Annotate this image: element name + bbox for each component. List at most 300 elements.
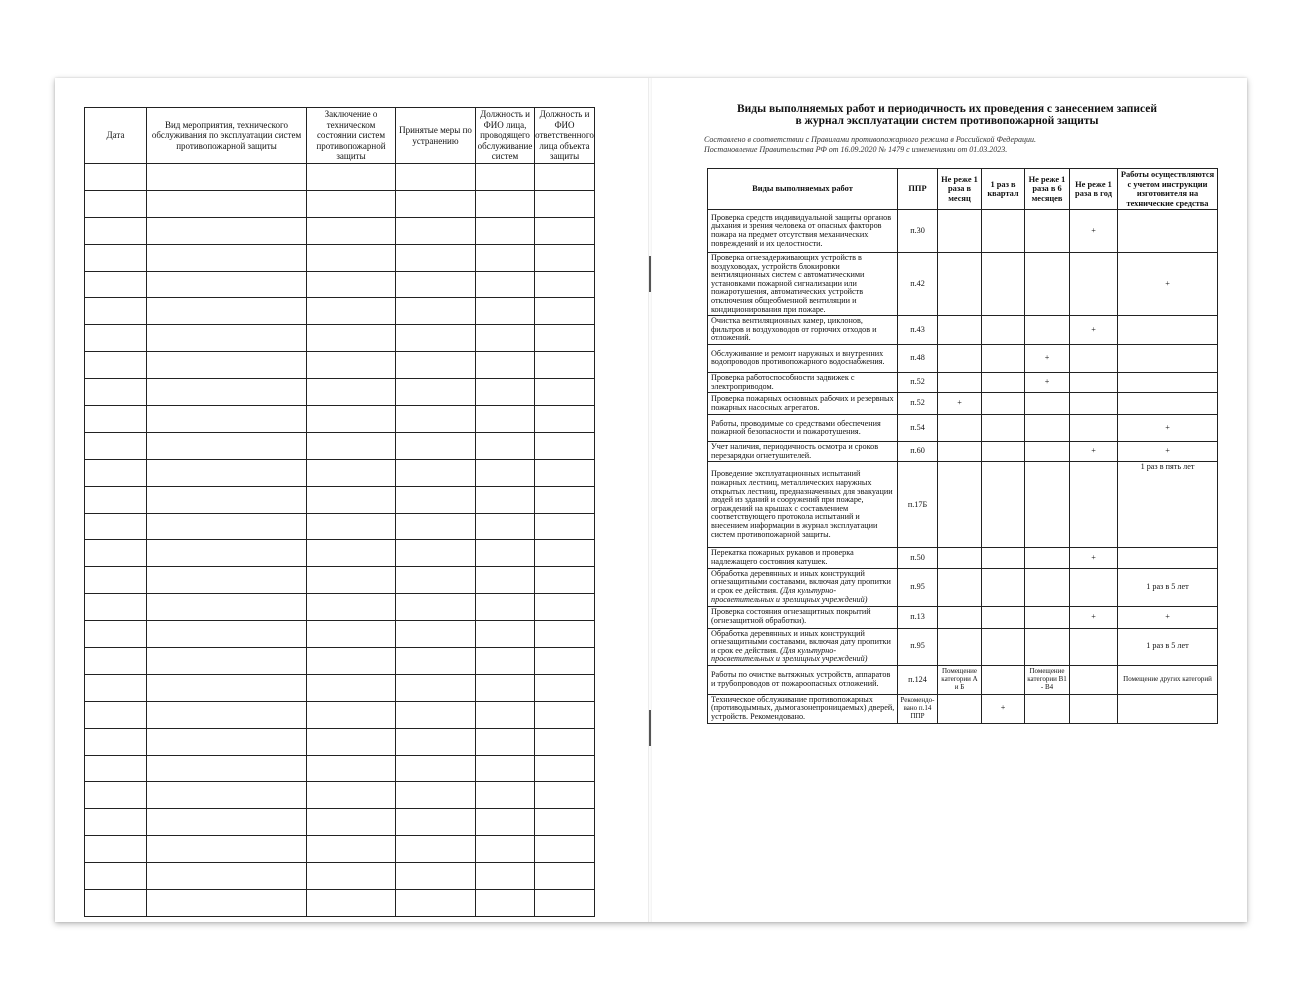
journal-cell xyxy=(396,190,476,217)
journal-cell xyxy=(147,540,307,567)
journal-row xyxy=(85,486,595,513)
journal-cell xyxy=(85,890,147,917)
ppr-cell: п.13 xyxy=(898,606,938,628)
ppr-cell: п.48 xyxy=(898,344,938,372)
journal-cell xyxy=(85,728,147,755)
journal-cell xyxy=(535,648,595,675)
journal-cell xyxy=(535,432,595,459)
journal-cell xyxy=(476,809,535,836)
semiannual-cell xyxy=(1025,462,1070,548)
journal-cell xyxy=(85,298,147,325)
journal-cell xyxy=(396,298,476,325)
col-servicing-person: Должность и ФИО лица, проводящего обслуживание систем xyxy=(476,108,535,164)
manufacturer-cell: 1 раз в пять лет xyxy=(1118,462,1218,548)
works-row xyxy=(708,694,1218,723)
work-description-text: Работы, проводимые со средствами обеспечения пожарной безопасности и пожаротушения. xyxy=(711,418,881,437)
semiannual-cell xyxy=(1025,316,1070,345)
ppr-cell: п.124 xyxy=(898,665,938,694)
work-description xyxy=(708,548,898,568)
journal-row xyxy=(85,379,595,406)
journal-cell xyxy=(307,648,396,675)
journal-cell xyxy=(85,836,147,863)
journal-cell xyxy=(476,432,535,459)
journal-cell xyxy=(147,298,307,325)
hdr-ppr: ППР xyxy=(898,169,938,210)
journal-cell xyxy=(307,325,396,352)
manufacturer-cell: + xyxy=(1118,442,1218,462)
quarterly-cell xyxy=(982,462,1025,548)
journal-cell xyxy=(476,271,535,298)
manufacturer-cell: 1 раз в 5 лет xyxy=(1118,568,1218,606)
monthly-cell: Помещение категории А и Б xyxy=(938,665,982,694)
note-line-1: Составлено в соответствии с Правилами противопожарного режима в Российской Федерации. xyxy=(704,135,1036,144)
journal-cell xyxy=(307,890,396,917)
col-responsible-person: Должность и ФИО ответственного лица объекта защиты xyxy=(535,108,595,164)
monthly-cell xyxy=(938,344,982,372)
journal-cell xyxy=(396,782,476,809)
quarterly-cell xyxy=(982,628,1025,665)
journal-cell xyxy=(476,486,535,513)
journal-row xyxy=(85,863,595,890)
journal-row xyxy=(85,701,595,728)
left-page xyxy=(55,78,648,922)
journal-cell xyxy=(307,621,396,648)
journal-cell xyxy=(85,190,147,217)
work-description xyxy=(708,694,898,723)
journal-cell xyxy=(147,244,307,271)
journal-cell xyxy=(476,190,535,217)
work-description-text: Учет наличия, периодичность осмотра и сроков перезарядки огнетушителей. xyxy=(711,442,879,460)
journal-cell xyxy=(476,244,535,271)
journal-row xyxy=(85,352,595,379)
hdr-work-type: Виды выполняемых работ xyxy=(708,169,898,210)
title-line-2: в журнал эксплуатации систем противопожарной защиты xyxy=(795,114,1099,127)
quarterly-cell xyxy=(982,372,1025,392)
col-conclusion: Заключение о техническом состоянии систем противопожарной защиты xyxy=(307,108,396,164)
hdr-semiannual: Не реже 1 раза в 6 месяцев xyxy=(1025,169,1070,210)
hdr-monthly: Не реже 1 раза в месяц xyxy=(938,169,982,210)
journal-cell xyxy=(307,298,396,325)
journal-cell xyxy=(147,486,307,513)
semiannual-cell xyxy=(1025,253,1070,316)
annual-cell xyxy=(1070,344,1118,372)
manufacturer-cell xyxy=(1118,210,1218,253)
journal-cell xyxy=(535,298,595,325)
journal-cell xyxy=(307,594,396,621)
journal-cell xyxy=(307,459,396,486)
semiannual-cell xyxy=(1025,628,1070,665)
work-description-text: Проверка работоспособности задвижек с электроприводом. xyxy=(711,372,855,391)
journal-cell xyxy=(307,190,396,217)
journal-cell xyxy=(147,594,307,621)
journal-cell xyxy=(147,674,307,701)
journal-cell xyxy=(85,594,147,621)
works-header-row xyxy=(708,169,1218,210)
journal-cell xyxy=(476,352,535,379)
annual-cell xyxy=(1070,253,1118,316)
journal-row xyxy=(85,432,595,459)
page-title xyxy=(692,104,1202,127)
journal-cell xyxy=(85,674,147,701)
journal-cell xyxy=(307,486,396,513)
journal-cell xyxy=(307,271,396,298)
annual-cell xyxy=(1070,462,1118,548)
journal-cell xyxy=(307,674,396,701)
annual-cell xyxy=(1070,694,1118,723)
journal-cell xyxy=(147,863,307,890)
works-row xyxy=(708,665,1218,694)
journal-cell xyxy=(535,164,595,191)
journal-cell xyxy=(476,217,535,244)
journal-cell xyxy=(476,459,535,486)
journal-cell xyxy=(307,567,396,594)
journal-cell xyxy=(307,513,396,540)
ppr-cell: п.17Б xyxy=(898,462,938,548)
journal-cell xyxy=(535,782,595,809)
work-description xyxy=(708,344,898,372)
manufacturer-cell: + xyxy=(1118,606,1218,628)
journal-cell xyxy=(147,352,307,379)
journal-row xyxy=(85,890,595,917)
journal-cell xyxy=(85,379,147,406)
journal-cell xyxy=(307,244,396,271)
annual-cell: + xyxy=(1070,316,1118,345)
semiannual-cell xyxy=(1025,210,1070,253)
journal-cell xyxy=(85,325,147,352)
works-row xyxy=(708,372,1218,392)
staple-top xyxy=(649,256,651,292)
journal-cell xyxy=(396,459,476,486)
journal-row xyxy=(85,540,595,567)
quarterly-cell xyxy=(982,442,1025,462)
journal-cell xyxy=(535,271,595,298)
semiannual-cell xyxy=(1025,415,1070,442)
journal-cell xyxy=(147,701,307,728)
monthly-cell xyxy=(938,462,982,548)
works-row xyxy=(708,548,1218,568)
journal-cell xyxy=(476,701,535,728)
journal-cell xyxy=(476,594,535,621)
semiannual-cell xyxy=(1025,694,1070,723)
journal-row xyxy=(85,836,595,863)
journal-cell xyxy=(147,190,307,217)
quarterly-cell xyxy=(982,415,1025,442)
works-row xyxy=(708,628,1218,665)
journal-cell xyxy=(396,594,476,621)
journal-cell xyxy=(476,674,535,701)
journal-cell xyxy=(396,513,476,540)
ppr-cell: п.30 xyxy=(898,210,938,253)
journal-cell xyxy=(147,459,307,486)
journal-cell xyxy=(307,540,396,567)
journal-cell xyxy=(307,379,396,406)
work-description-note: (Для культурно-просветительных и зрелищных учреждений) xyxy=(711,645,868,664)
work-description-note: (Для культурно-просветительных и зрелищных учреждений) xyxy=(711,586,868,604)
ppr-cell: п.52 xyxy=(898,393,938,415)
works-row xyxy=(708,568,1218,606)
manufacturer-cell: + xyxy=(1118,415,1218,442)
col-date: Дата xyxy=(85,108,147,164)
journal-cell xyxy=(535,486,595,513)
journal-cell xyxy=(396,621,476,648)
work-description-text: Обработка деревянных и иных конструкций огнезащитными составами, включая дату пропитки и срок ее действия. xyxy=(711,628,891,655)
manufacturer-cell xyxy=(1118,372,1218,392)
journal-cell xyxy=(147,217,307,244)
quarterly-cell xyxy=(982,568,1025,606)
journal-cell xyxy=(147,432,307,459)
journal-cell xyxy=(535,701,595,728)
journal-row xyxy=(85,513,595,540)
works-body xyxy=(708,210,1218,724)
journal-row xyxy=(85,567,595,594)
journal-cell xyxy=(476,890,535,917)
journal-row xyxy=(85,782,595,809)
quarterly-cell: + xyxy=(982,694,1025,723)
journal-cell xyxy=(147,755,307,782)
col-activity: Вид мероприятия, технического обслуживания по эксплуатации систем противопожарной защиты xyxy=(147,108,307,164)
journal-cell xyxy=(535,836,595,863)
journal-cell xyxy=(85,271,147,298)
work-description xyxy=(708,606,898,628)
journal-row xyxy=(85,459,595,486)
journal-cell xyxy=(85,244,147,271)
journal-cell xyxy=(307,432,396,459)
journal-cell xyxy=(396,164,476,191)
journal-cell xyxy=(396,701,476,728)
journal-cell xyxy=(535,190,595,217)
journal-cell xyxy=(147,164,307,191)
journal-cell xyxy=(535,406,595,433)
journal-row xyxy=(85,190,595,217)
journal-cell xyxy=(396,325,476,352)
journal-cell xyxy=(535,890,595,917)
work-description-text: Обработка деревянных и иных конструкций огнезащитными составами, включая дату пропитки и срок ее действия. xyxy=(711,568,891,595)
journal-cell xyxy=(85,567,147,594)
semiannual-cell: + xyxy=(1025,344,1070,372)
monthly-cell xyxy=(938,442,982,462)
journal-cell xyxy=(396,271,476,298)
works-row xyxy=(708,606,1218,628)
monthly-cell xyxy=(938,415,982,442)
journal-cell xyxy=(396,432,476,459)
journal-cell xyxy=(147,567,307,594)
work-description xyxy=(708,253,898,316)
journal-cell xyxy=(476,406,535,433)
journal-cell xyxy=(85,621,147,648)
journal-cell xyxy=(85,217,147,244)
journal-cell xyxy=(476,513,535,540)
work-description-text: Проверка пожарных основных рабочих и резервных пожарных насосных агрегатов. xyxy=(711,394,894,412)
journal-cell xyxy=(535,513,595,540)
journal-cell xyxy=(396,755,476,782)
hdr-annual: Не реже 1 раза в год xyxy=(1070,169,1118,210)
work-description-text: Проверка состояния огнезащитных покрытий (огнезащитной обработки). xyxy=(711,607,871,625)
journal-cell xyxy=(396,648,476,675)
work-description-text: Техническое обслуживание противопожарных (противодымных, дымогазонепроницаемых) дверей, устройств. Рекомендовано. xyxy=(711,694,895,722)
journal-cell xyxy=(396,809,476,836)
right-page xyxy=(652,78,1247,922)
ppr-cell: Рекомендо-вано п.14 ППР xyxy=(898,694,938,723)
monthly-cell xyxy=(938,694,982,723)
journal-row xyxy=(85,325,595,352)
annual-cell xyxy=(1070,628,1118,665)
work-description-text: Проведение эксплуатационных испытаний пожарных лестниц, металлических наружных открытых лестниц, предназначенных для эвакуации людей из зданий и сооружений при пожаре, ограждений на крышах с составлением соответствующего протокола испытаний и внесением информации в журнал эксплуатации систем противопожарной защиты. xyxy=(711,469,893,539)
journal-cell xyxy=(307,836,396,863)
journal-cell xyxy=(85,863,147,890)
monthly-cell xyxy=(938,568,982,606)
journal-cell xyxy=(396,863,476,890)
journal-cell xyxy=(396,567,476,594)
journal-cell xyxy=(307,701,396,728)
journal-cell xyxy=(535,755,595,782)
journal-row xyxy=(85,406,595,433)
monthly-cell xyxy=(938,316,982,345)
journal-cell xyxy=(476,755,535,782)
annual-cell xyxy=(1070,393,1118,415)
works-row xyxy=(708,316,1218,345)
works-row xyxy=(708,210,1218,253)
journal-table xyxy=(84,107,595,917)
annual-cell: + xyxy=(1070,210,1118,253)
journal-cell xyxy=(476,164,535,191)
journal-cell xyxy=(476,325,535,352)
manufacturer-cell: Помещение других категорий xyxy=(1118,665,1218,694)
quarterly-cell xyxy=(982,548,1025,568)
journal-cell xyxy=(396,406,476,433)
manufacturer-cell: 1 раз в 5 лет xyxy=(1118,628,1218,665)
journal-row xyxy=(85,217,595,244)
journal-row xyxy=(85,164,595,191)
semiannual-cell xyxy=(1025,393,1070,415)
monthly-cell xyxy=(938,628,982,665)
journal-cell xyxy=(85,459,147,486)
journal-cell xyxy=(147,513,307,540)
journal-cell xyxy=(85,432,147,459)
book-spread xyxy=(55,78,1247,922)
ppr-cell: п.50 xyxy=(898,548,938,568)
journal-cell xyxy=(147,728,307,755)
works-row xyxy=(708,344,1218,372)
journal-cell xyxy=(535,728,595,755)
works-table xyxy=(707,168,1218,724)
journal-cell xyxy=(535,863,595,890)
work-description-text: Проверка средств индивидуальной защиты органов дыхания и зрения человека от опасных факторов пожара на предмет отсутствия механических повреждений и их целостности. xyxy=(711,212,892,248)
work-description-text: Перекатка пожарных рукавов и проверка надлежащего состояния катушек. xyxy=(711,548,854,566)
journal-cell xyxy=(307,217,396,244)
work-description xyxy=(708,372,898,392)
journal-row xyxy=(85,244,595,271)
journal-cell xyxy=(85,486,147,513)
ppr-cell: п.95 xyxy=(898,568,938,606)
works-row xyxy=(708,415,1218,442)
semiannual-cell: Помещение категории В1 - В4 xyxy=(1025,665,1070,694)
journal-row xyxy=(85,674,595,701)
ppr-cell: п.42 xyxy=(898,253,938,316)
quarterly-cell xyxy=(982,393,1025,415)
monthly-cell xyxy=(938,372,982,392)
journal-cell xyxy=(147,648,307,675)
work-description xyxy=(708,210,898,253)
manufacturer-cell xyxy=(1118,393,1218,415)
source-note xyxy=(704,135,1204,155)
works-row xyxy=(708,442,1218,462)
journal-cell xyxy=(476,298,535,325)
journal-cell xyxy=(85,782,147,809)
staple-bottom xyxy=(649,710,651,746)
annual-cell: + xyxy=(1070,442,1118,462)
works-row xyxy=(708,393,1218,415)
ppr-cell: п.60 xyxy=(898,442,938,462)
journal-cell xyxy=(535,594,595,621)
journal-cell xyxy=(147,890,307,917)
journal-body xyxy=(85,164,595,917)
hdr-quarterly: 1 раз в квартал xyxy=(982,169,1025,210)
journal-cell xyxy=(396,244,476,271)
ppr-cell: п.95 xyxy=(898,628,938,665)
work-description-text: Проверка огнезадерживающих устройств в воздуховодах, устройств блокировки вентиляционных систем с автоматическими установками пожарной сигнализации или пожаротушения, автоматических устройств отключения общеобменной вентиляции и кондиционирования при пожаре. xyxy=(711,253,865,314)
journal-cell xyxy=(147,325,307,352)
journal-cell xyxy=(85,540,147,567)
hdr-manufacturer-instructions: Работы осуществляются с учетом инструкции изготовителя на технические средства xyxy=(1118,169,1218,210)
quarterly-cell xyxy=(982,606,1025,628)
title-line-1: Виды выполняемых работ и периодичность их проведения с занесением записей xyxy=(736,103,1158,115)
manufacturer-cell xyxy=(1118,344,1218,372)
journal-cell xyxy=(476,836,535,863)
quarterly-cell xyxy=(982,316,1025,345)
journal-cell xyxy=(396,836,476,863)
journal-cell xyxy=(307,809,396,836)
col-measures: Принятые меры по устранению xyxy=(396,108,476,164)
note-line-2: Постановление Правительства РФ от 16.09.2020 № 1479 с изменениями от 01.03.2023. xyxy=(704,145,1008,154)
monthly-cell xyxy=(938,210,982,253)
journal-row xyxy=(85,728,595,755)
journal-row xyxy=(85,594,595,621)
journal-cell xyxy=(147,379,307,406)
journal-cell xyxy=(476,728,535,755)
monthly-cell: + xyxy=(938,393,982,415)
journal-cell xyxy=(85,406,147,433)
ppr-cell: п.54 xyxy=(898,415,938,442)
journal-cell xyxy=(535,674,595,701)
ppr-cell: п.52 xyxy=(898,372,938,392)
annual-cell xyxy=(1070,372,1118,392)
journal-row xyxy=(85,648,595,675)
journal-row xyxy=(85,298,595,325)
journal-cell xyxy=(85,701,147,728)
journal-cell xyxy=(535,352,595,379)
work-description xyxy=(708,665,898,694)
annual-cell: + xyxy=(1070,606,1118,628)
journal-cell xyxy=(147,809,307,836)
journal-cell xyxy=(307,755,396,782)
works-row xyxy=(708,253,1218,316)
journal-cell xyxy=(535,217,595,244)
journal-cell xyxy=(307,406,396,433)
journal-cell xyxy=(535,540,595,567)
work-description xyxy=(708,568,898,606)
work-description-text: Очистка вентиляционных камер, циклонов, фильтров и воздуховодов от горючих отходов и отложений. xyxy=(711,316,877,343)
journal-cell xyxy=(476,567,535,594)
semiannual-cell xyxy=(1025,606,1070,628)
journal-cell xyxy=(535,459,595,486)
journal-cell xyxy=(85,648,147,675)
journal-cell xyxy=(535,809,595,836)
manufacturer-cell: + xyxy=(1118,253,1218,316)
ppr-cell: п.43 xyxy=(898,316,938,345)
journal-cell xyxy=(307,164,396,191)
journal-cell xyxy=(147,621,307,648)
journal-cell xyxy=(535,379,595,406)
